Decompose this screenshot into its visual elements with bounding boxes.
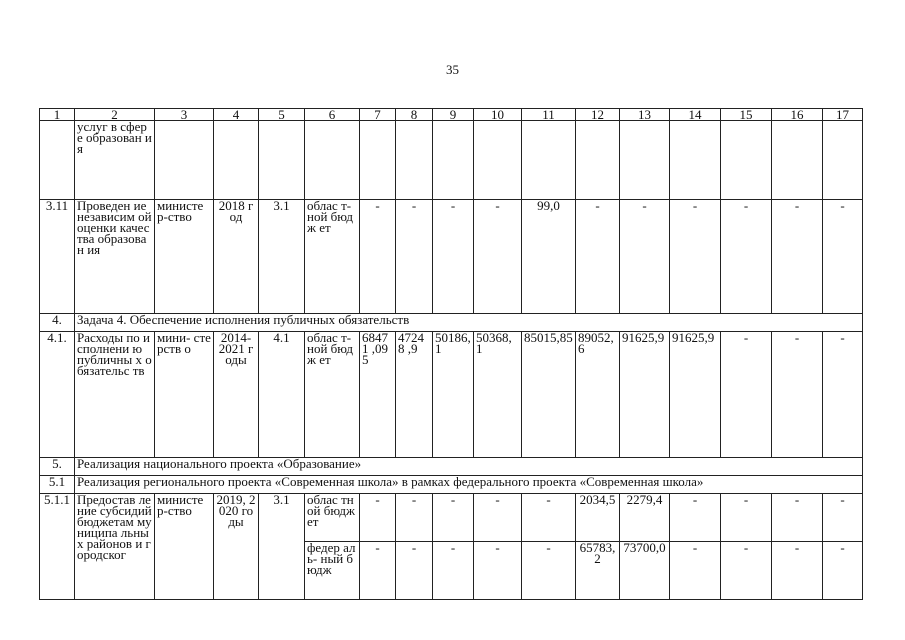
col-number: 2: [75, 109, 155, 121]
section-row: [40, 314, 863, 332]
section-title: Задача 4. Обеспечение исполнения публичных обязательств: [75, 314, 863, 332]
value-cell: 99,0: [522, 200, 576, 314]
goal-ref: 3.1: [259, 494, 305, 600]
executor: министе р-ство: [155, 200, 214, 314]
table-row: [40, 494, 863, 542]
col-number: 13: [620, 109, 670, 121]
value-cell: -: [721, 542, 772, 600]
value-cell: -: [823, 200, 863, 314]
value-cell: 89052, 6: [576, 332, 620, 458]
page-number: 35: [446, 62, 459, 77]
value-cell: -: [823, 542, 863, 600]
executor: министе р-ство: [155, 494, 214, 600]
value-cell: -: [360, 494, 396, 542]
value-cell: -: [576, 200, 620, 314]
table-row: [40, 200, 863, 314]
value-cell: -: [522, 494, 576, 542]
col-number: 11: [522, 109, 576, 121]
value-cell: 73700,0: [620, 542, 670, 600]
value-cell: -: [360, 542, 396, 600]
value-cell: -: [396, 494, 433, 542]
value-cell: 50368, 1: [474, 332, 522, 458]
value-cell: 2279,4: [620, 494, 670, 542]
value-cell: 85015,85: [522, 332, 576, 458]
column-numbers-row: [40, 109, 863, 121]
col-number: 1: [40, 109, 75, 121]
value-cell: -: [670, 494, 721, 542]
value-cell: -: [721, 200, 772, 314]
value-cell: -: [721, 332, 772, 458]
col-number: 4: [214, 109, 259, 121]
measure-name: Расходы по исполнени ю публичны х обязательс тв: [75, 332, 155, 458]
value-cell: -: [620, 200, 670, 314]
goal-ref: 3.1: [259, 200, 305, 314]
value-cell: -: [360, 200, 396, 314]
value-cell: -: [670, 200, 721, 314]
period: 2014- 2021 годы: [214, 332, 259, 458]
table-row: [40, 121, 863, 200]
measure-name: Проведен ие независим ой оценки качества образован ия: [75, 200, 155, 314]
col-number: 14: [670, 109, 721, 121]
value-cell: -: [433, 542, 474, 600]
value-cell: 2034,5: [576, 494, 620, 542]
row-number: 5.1.1: [40, 494, 75, 600]
col-number: 17: [823, 109, 863, 121]
section-number: 5.1: [40, 476, 75, 494]
value-cell: 91625,9: [620, 332, 670, 458]
section-title: Реализация национального проекта «Образование»: [75, 458, 863, 476]
row-number: 3.11: [40, 200, 75, 314]
col-number: 10: [474, 109, 522, 121]
funding-source: облас т-ной бюдж ет: [305, 200, 360, 314]
section-number: 4.: [40, 314, 75, 332]
executor: мини- стерств о: [155, 332, 214, 458]
value-cell: -: [772, 332, 823, 458]
value-cell: -: [474, 494, 522, 542]
funding-source: облас т-ной бюдж ет: [305, 332, 360, 458]
col-number: 5: [259, 109, 305, 121]
goal-ref: 4.1: [259, 332, 305, 458]
value-cell: -: [433, 494, 474, 542]
value-cell: -: [670, 542, 721, 600]
value-cell: -: [721, 494, 772, 542]
measure-name: Предостав ление субсидий бюджетам муниципа льных районов и городског: [75, 494, 155, 600]
section-row: [40, 476, 863, 494]
value-cell: -: [396, 542, 433, 600]
period: 2018 год: [214, 200, 259, 314]
measure-name: услуг в сфере образован ия: [75, 121, 155, 200]
value-cell: 91625,9: [670, 332, 721, 458]
program-table: [39, 108, 863, 600]
value-cell: -: [396, 200, 433, 314]
funding-source: облас тной бюдж ет: [305, 494, 360, 542]
value-cell: -: [522, 542, 576, 600]
col-number: 15: [721, 109, 772, 121]
value-cell: -: [474, 200, 522, 314]
value-cell: 65783, 2: [576, 542, 620, 600]
col-number: 8: [396, 109, 433, 121]
value-cell: 50186, 1: [433, 332, 474, 458]
value-cell: 47248 ,9: [396, 332, 433, 458]
table-row: [40, 332, 863, 458]
col-number: 3: [155, 109, 214, 121]
section-title: Реализация регионального проекта «Современная школа» в рамках федерального проекта «Современная школа»: [75, 476, 863, 494]
row-number: 4.1.: [40, 332, 75, 458]
section-number: 5.: [40, 458, 75, 476]
period: 2019, 2020 годы: [214, 494, 259, 600]
value-cell: -: [823, 332, 863, 458]
value-cell: -: [823, 494, 863, 542]
value-cell: -: [772, 200, 823, 314]
value-cell: -: [474, 542, 522, 600]
funding-source: федер аль- ный бюдж: [305, 542, 360, 600]
col-number: 12: [576, 109, 620, 121]
col-number: 16: [772, 109, 823, 121]
col-number: 9: [433, 109, 474, 121]
value-cell: -: [772, 542, 823, 600]
value-cell: -: [433, 200, 474, 314]
value-cell: -: [772, 494, 823, 542]
col-number: 6: [305, 109, 360, 121]
section-row: [40, 458, 863, 476]
col-number: 7: [360, 109, 396, 121]
value-cell: 68471 ,095: [360, 332, 396, 458]
